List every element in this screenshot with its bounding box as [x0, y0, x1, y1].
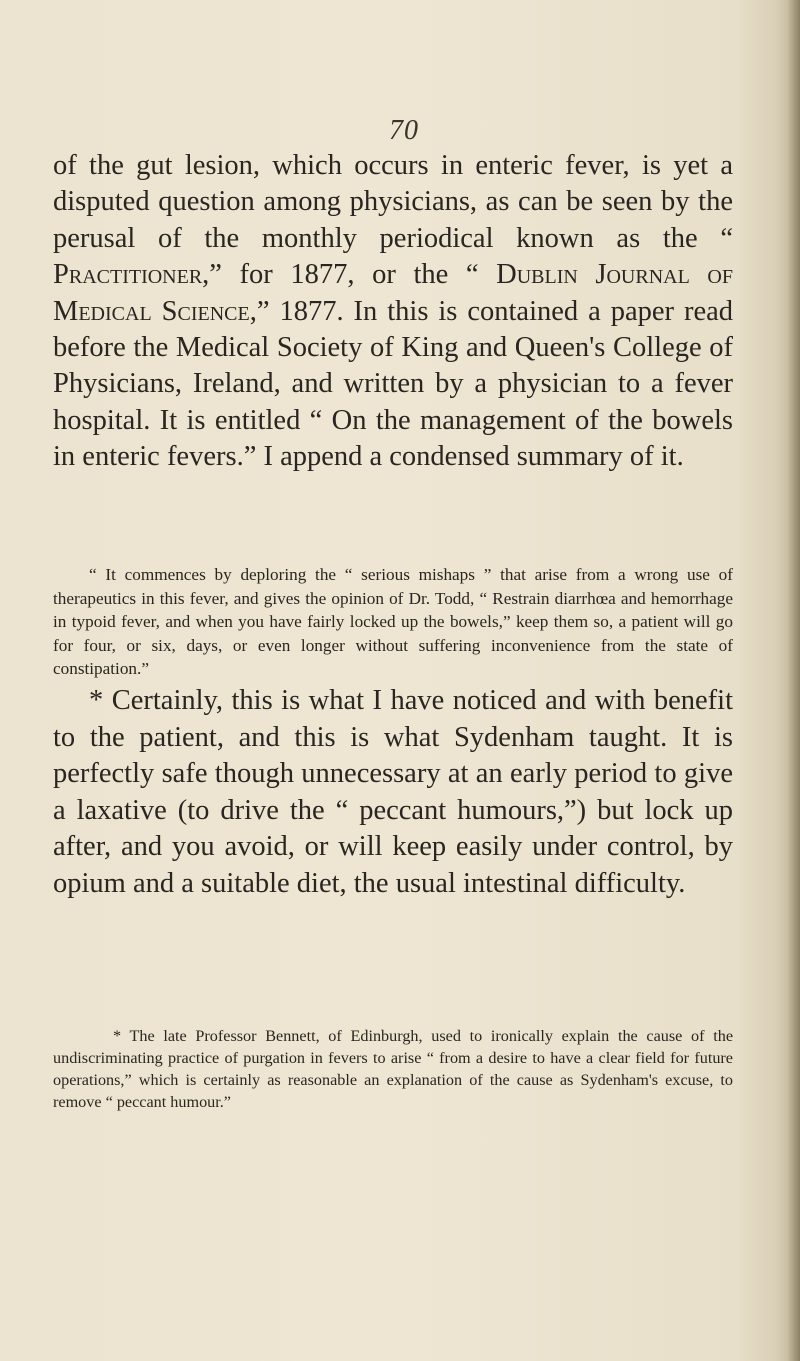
page-number: 70: [389, 115, 419, 146]
page-edge: [786, 0, 800, 1361]
quote-text: “ It commences by deploring the “ serious mishaps ” that arise from a wrong use of therapeutics in this fever, and gives the opinion of Dr. Todd, “ Restrain diarrhœa and hemorrhage in typoid fever, and when you have fairly locked up the bowels,” keep them so, a patient will go for four, or six, days, or even longer without suffering inconvenience from the state of constipation.”: [53, 565, 733, 678]
paragraph-commentary: [53, 683, 733, 903]
footnote: [53, 1025, 733, 1113]
text-span: ” for 1877, or the “: [209, 259, 497, 291]
footnote-text: * The late Professor Bennett, of Edinburgh, used to ironically explain the cause of the undiscriminating practice of purgation in fevers to arise “ from a desire to have a clear field for future operations,” which is certainly as reasonable an explanation of the cause as Sydenham's excuse, to remove “ peccant humour.”: [53, 1027, 733, 1111]
text-span: of the gut lesion, which occurs in enteric fever, is yet a disputed question among physicians, as can be seen by the perusal of the monthly periodical known as the “: [53, 150, 733, 254]
dublin-journal-title: Dublin Journal of Medical Science,: [53, 259, 733, 327]
commentary-text: * Certainly, this is what I have noticed and with benefit to the patient, and this is what Sydenham taught. It is perfectly safe though unnecessary at an early period to give a laxative (to drive the “ peccant humours,”) but lock up after, and you avoid, or will keep easily under control, by opium and a suitable diet, the usual intestinal difficulty.: [53, 685, 733, 899]
quoted-summary: [53, 563, 733, 681]
practitioner-title: Practitioner,: [53, 259, 210, 291]
paragraph-opening: [53, 148, 733, 476]
text-span: ” 1877. In this is contained a paper read before the Medical Society of King and Queen's College of Physicians, Ireland, and written by a physician to a fever hospital. It is entitled “ On the management of the bowels in enteric fevers.” I append a condensed summary of it.: [53, 295, 734, 473]
